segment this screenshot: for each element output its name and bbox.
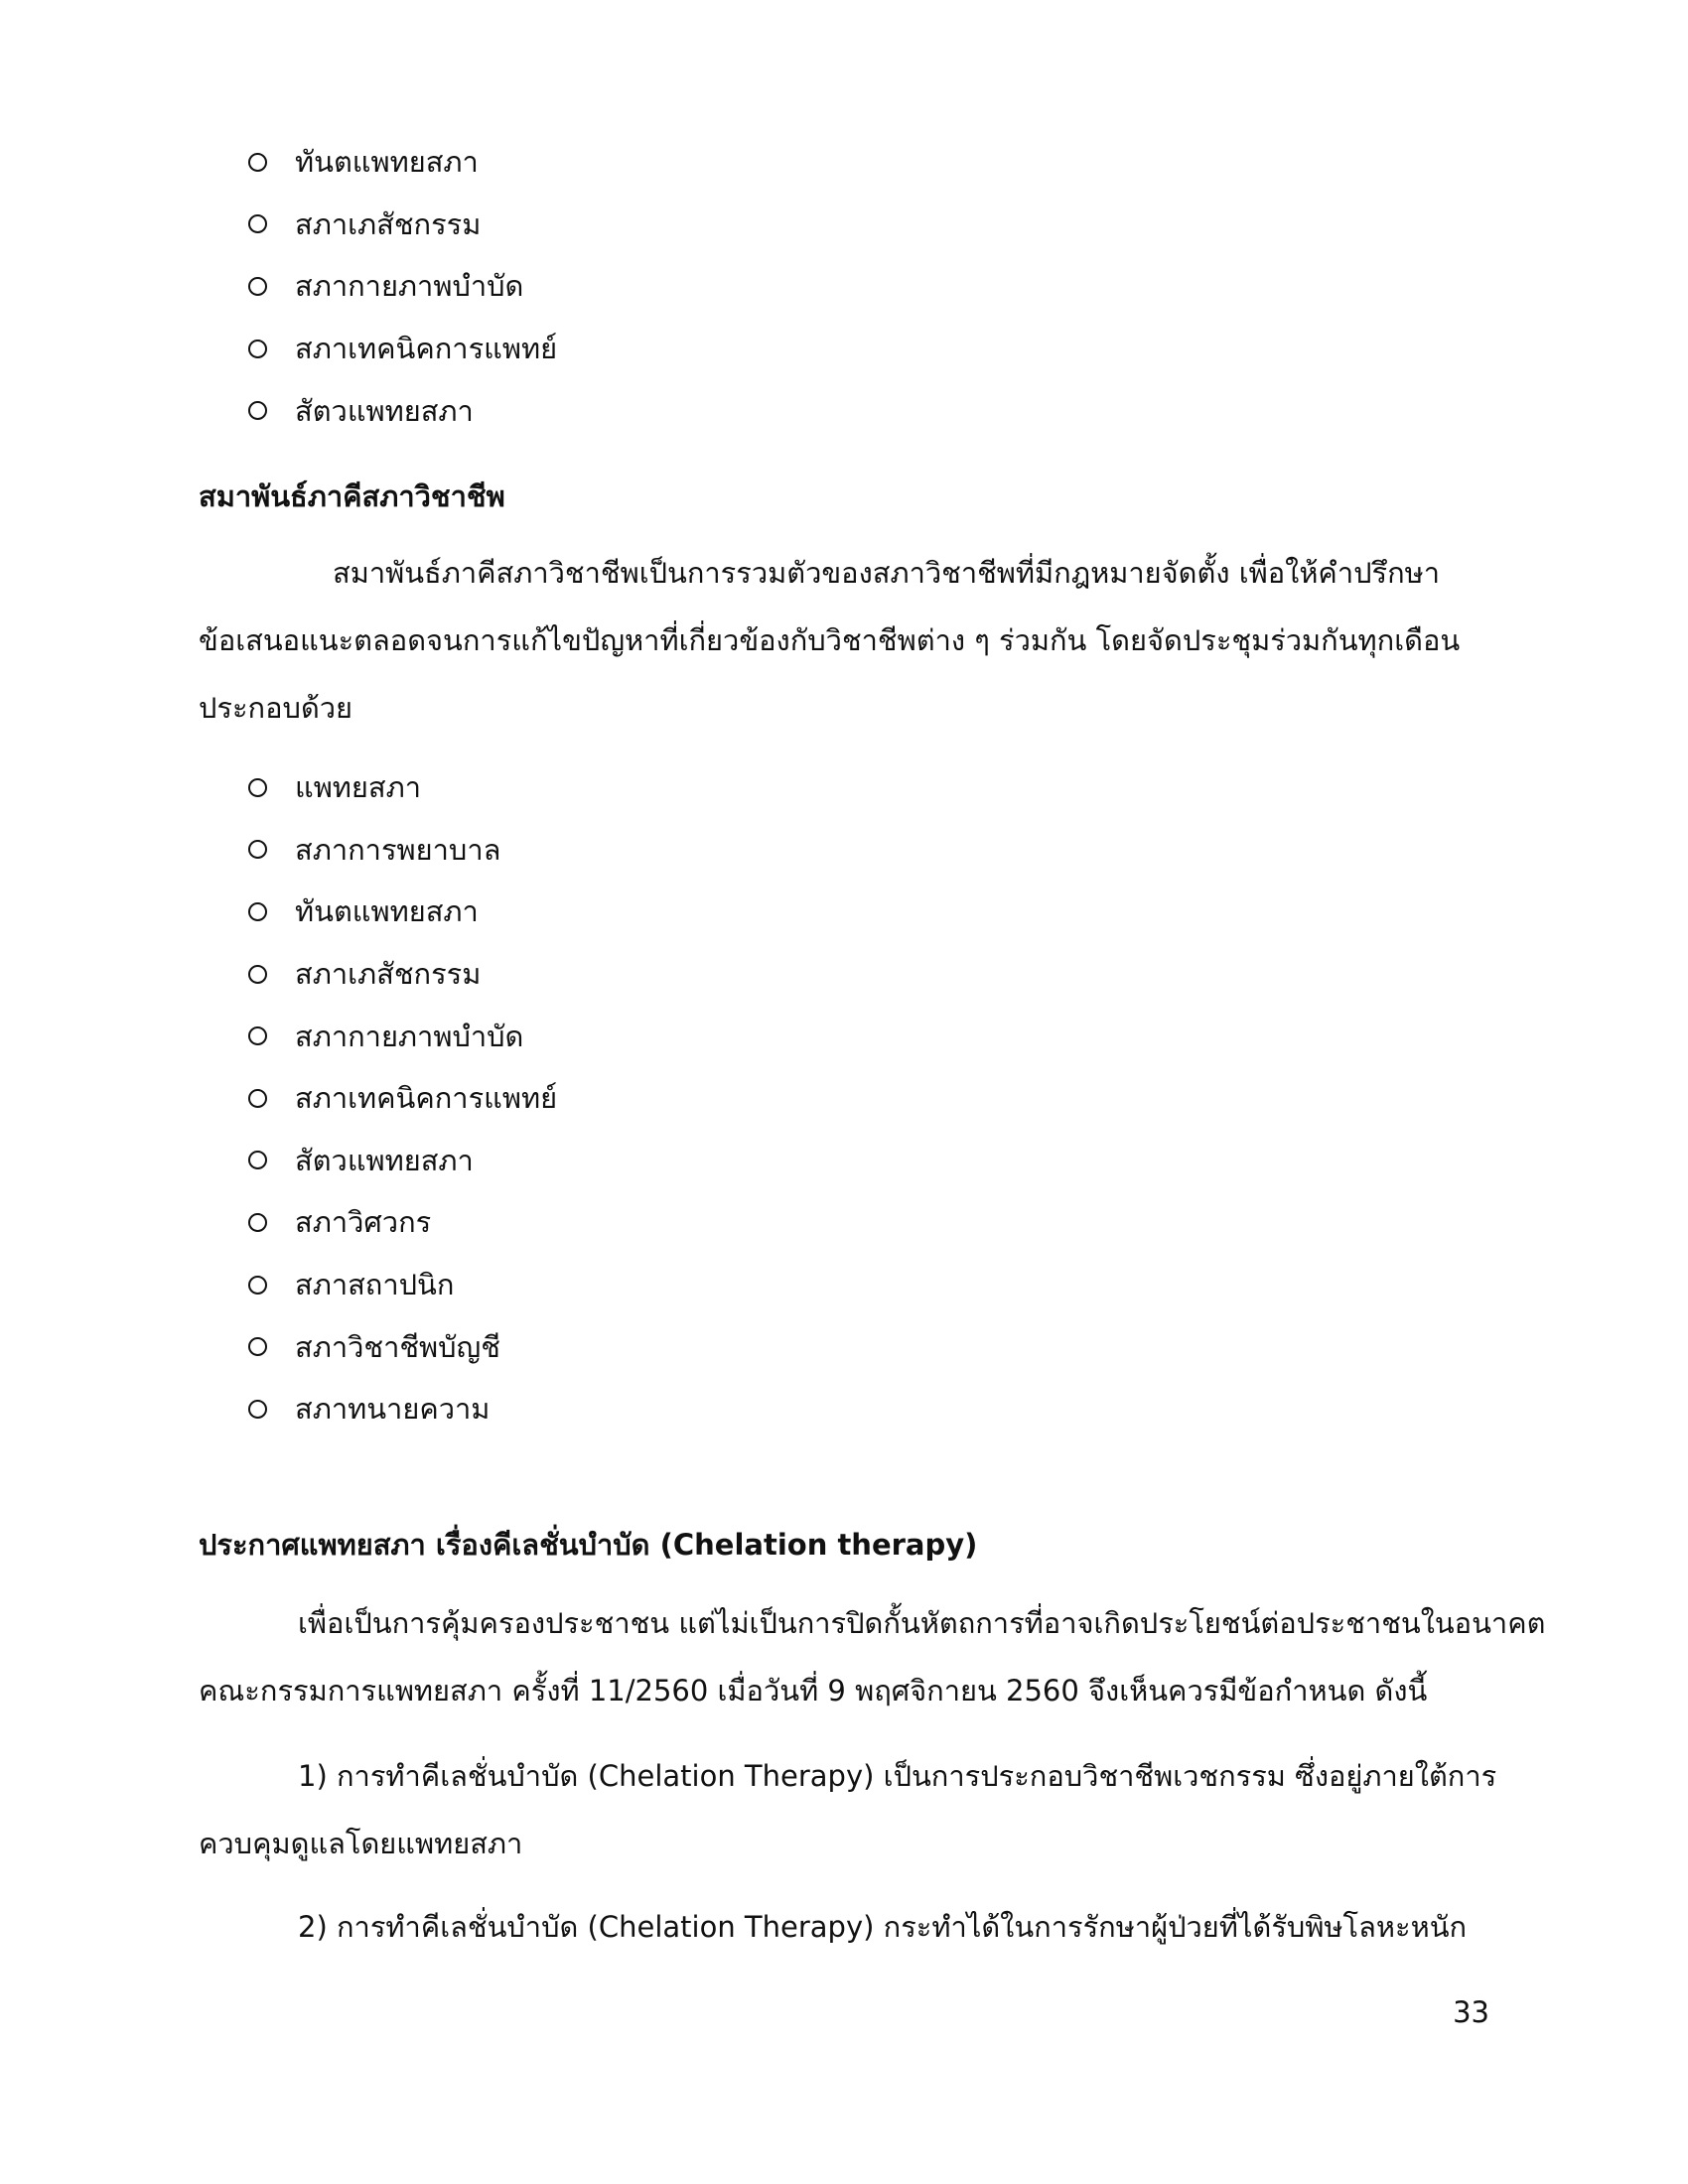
list-item: สภาทนายความ xyxy=(248,1378,557,1440)
list-item: สภาวิศวกร xyxy=(248,1191,557,1254)
circle-bullet-icon xyxy=(248,902,267,921)
circle-bullet-icon xyxy=(248,1026,267,1045)
list-item: สภากายภาพบำบัด xyxy=(248,255,557,318)
circle-bullet-icon xyxy=(248,214,267,233)
circle-bullet-icon xyxy=(248,1213,267,1232)
paragraph-line: ควบคุมดูแลโดยแพทยสภา xyxy=(199,1827,523,1860)
list-item: สภาสถาปนิก xyxy=(248,1254,557,1316)
circle-bullet-icon xyxy=(248,1337,267,1356)
list-item: สภาเภสัชกรรม xyxy=(248,194,557,256)
circle-bullet-icon xyxy=(248,1276,267,1295)
list-item: สภาเทคนิคการแพทย์ xyxy=(248,1067,557,1130)
announcement-point-1 xyxy=(199,1742,1497,1877)
circle-bullet-icon xyxy=(248,1400,267,1419)
announcement-intro-paragraph xyxy=(199,1589,1546,1724)
list-item: สภาเทคนิคการแพทย์ xyxy=(248,318,557,380)
paragraph-line: 2) การทำคีเลชั่นบำบัด (Chelation Therapy) กระทำได้ในการรักษาผู้ป่วยที่ได้รับพิษโลหะหนัก xyxy=(298,1910,1468,1944)
paragraph-line: สมาพันธ์ภาคีสภาวิชาชีพเป็นการรวมตัวของสภาวิชาชีพที่มีกฎหมายจัดตั้ง เพื่อให้คำปรึกษา xyxy=(333,556,1441,590)
announcement-point-2 xyxy=(199,1893,1489,1961)
circle-bullet-icon xyxy=(248,965,267,984)
paragraph-line: เพื่อเป็นการคุ้มครองประชาชน แต่ไม่เป็นการปิดกั้นหัตถการที่อาจเกิดประโยชน์ต่อประชาชนในอนาคต xyxy=(298,1606,1546,1640)
section-heading-association: สมาพันธ์ภาคีสภาวิชาชีพ xyxy=(199,479,505,513)
paragraph-line: คณะกรรมการแพทยสภา ครั้งที่ 11/2560 เมื่อวันที่ 9 พฤศจิกายน 2560 จึงเห็นควรมีข้อกำหนด ดังนี้ xyxy=(199,1674,1428,1707)
circle-bullet-icon xyxy=(248,840,267,859)
council-list-top xyxy=(248,131,557,442)
list-item: สภาวิชาชีพบัญชี xyxy=(248,1315,557,1378)
circle-bullet-icon xyxy=(248,778,267,797)
page-number: 33 xyxy=(1453,1995,1489,2029)
circle-bullet-icon xyxy=(248,1089,267,1108)
circle-bullet-icon xyxy=(248,277,267,296)
list-item: สภาเภสัชกรรม xyxy=(248,943,557,1006)
list-item: สัตวแพทยสภา xyxy=(248,379,557,442)
paragraph-line: ประกอบด้วย xyxy=(199,691,353,725)
list-item: ทันตแพทยสภา xyxy=(248,131,557,194)
council-list-association xyxy=(248,756,557,1440)
paragraph-line: ข้อเสนอแนะตลอดจนการแก้ไขปัญหาที่เกี่ยวข้องกับวิชาชีพต่าง ๆ ร่วมกัน โดยจัดประชุมร่วมกันทุกเดือน xyxy=(199,623,1461,657)
circle-bullet-icon xyxy=(248,340,267,358)
list-item: แพทยสภา xyxy=(248,756,557,819)
association-paragraph xyxy=(199,539,1489,742)
circle-bullet-icon xyxy=(248,401,267,420)
paragraph-line: 1) การทำคีเลชั่นบำบัด (Chelation Therapy) เป็นการประกอบวิชาชีพเวชกรรม ซึ่งอยู่ภายใต้การ xyxy=(298,1759,1497,1793)
list-item: ทันตแพทยสภา xyxy=(248,881,557,943)
circle-bullet-icon xyxy=(248,153,267,172)
list-item: สภาการพยาบาล xyxy=(248,819,557,882)
list-item: สัตวแพทยสภา xyxy=(248,1130,557,1192)
list-item: สภากายภาพบำบัด xyxy=(248,1005,557,1067)
circle-bullet-icon xyxy=(248,1151,267,1169)
section-heading-announcement: ประกาศแพทยสภา เรื่องคีเลชั่นบำบัด (Chelation therapy) xyxy=(199,1528,978,1562)
